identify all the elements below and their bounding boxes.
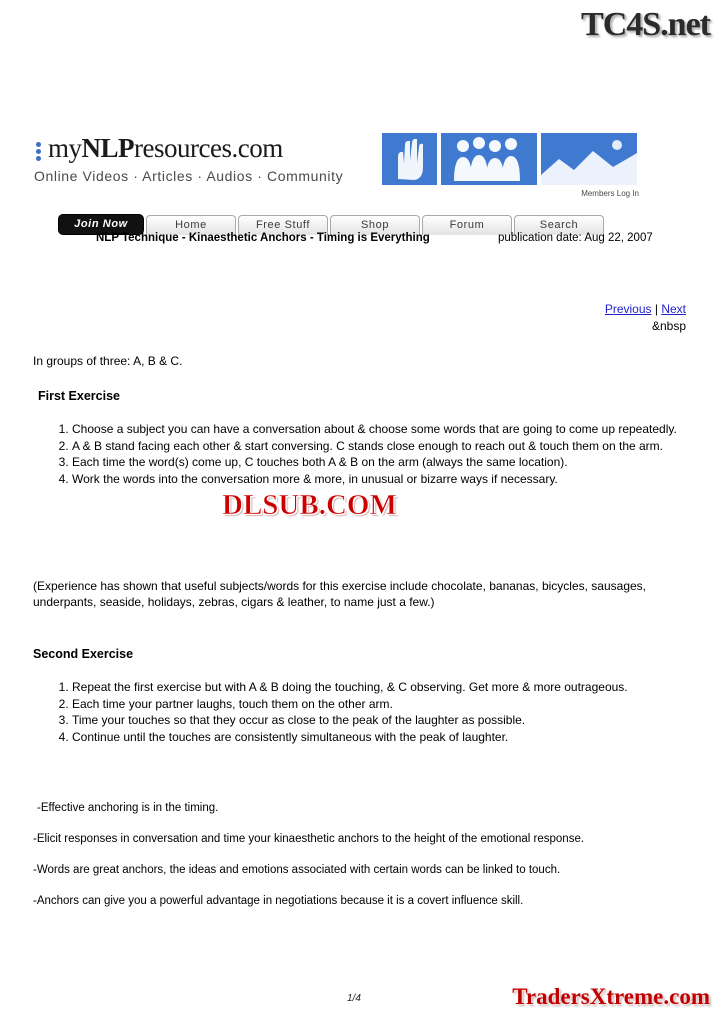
hand-photo-icon — [382, 133, 437, 185]
key-points — [33, 802, 673, 926]
site-logo[interactable] — [34, 133, 379, 184]
key-point: -Effective anchoring is in the timing. — [37, 802, 219, 814]
bottom-watermark: TradersXtreme.com — [512, 984, 710, 1009]
pager — [605, 302, 686, 316]
members-login-link[interactable]: Members Log In — [581, 189, 639, 198]
publication-date: publication date: Aug 22, 2007 — [498, 232, 653, 244]
landscape-photo-icon — [541, 133, 637, 185]
logo-text — [34, 133, 379, 164]
center-watermark: DLSUB.COM — [222, 489, 397, 521]
key-point: -Anchors can give you a powerful advantage in negotiations because it is a covert influence skill. — [33, 895, 524, 907]
landscape-photo-svg — [541, 133, 637, 185]
list-item: 1. Repeat the first exercise but with A & B doing the touching, & C observing. Get more & more outrageous. — [72, 680, 692, 696]
list-item: 2. A & B stand facing each other & start conversing. C stands close enough to reach out & touch them on the arm. — [72, 439, 722, 455]
pager-separator: | — [654, 302, 658, 316]
list-item: 4. Continue until the touches are consistently simultaneous with the peak of laughter. — [72, 730, 692, 746]
nav-search[interactable]: Search — [514, 215, 604, 235]
logo-dots-icon — [34, 140, 48, 160]
logo-nlp: NLP — [81, 133, 135, 163]
list-item: 4. Work the words into the conversation more & more, in unusual or bizarre ways if necessary. — [72, 472, 722, 488]
top-watermark: TC4S.net — [581, 6, 710, 43]
logo-resources: resources.com — [134, 133, 283, 163]
group-photo-svg — [441, 133, 537, 185]
hand-photo-svg — [382, 133, 437, 185]
list-item: 3. Time your touches so that they occur as close to the peak of the laughter as possible. — [72, 713, 692, 729]
banner-image-strip — [382, 133, 639, 198]
nav-forum[interactable]: Forum — [422, 215, 512, 235]
intro-paragraph: In groups of three: A, B & C. — [33, 354, 183, 368]
nav-shop[interactable]: Shop — [330, 215, 420, 235]
page-title: NLP Technique - Kinaesthetic Anchors - Timing is Everything — [96, 232, 430, 244]
list-item: 1. Choose a subject you can have a conversation about & choose some words that are going to come up repeatedly. — [72, 422, 722, 438]
key-point: -Words are great anchors, the ideas and emotions associated with certain words can be linked to touch. — [33, 864, 561, 876]
logo-my: my — [48, 133, 82, 163]
first-exercise-list — [34, 422, 722, 488]
list-item: 2. Each time your partner laughs, touch them on the other arm. — [72, 697, 692, 713]
nbsp-text: &nbsp — [651, 319, 686, 333]
previous-link[interactable]: Previous — [604, 302, 652, 316]
logo-tagline: Online Videos · Articles · Audios · Community — [34, 168, 344, 184]
nav-home[interactable]: Home — [146, 215, 236, 235]
nav-join-now[interactable]: Join Now — [58, 214, 144, 235]
list-item: 3. Each time the word(s) come up, C touches both A & B on the arm (always the same location). — [72, 455, 722, 471]
next-link[interactable]: Next — [661, 302, 686, 316]
nav-free-stuff[interactable]: Free Stuff — [238, 215, 328, 235]
second-exercise-list — [34, 680, 692, 746]
experience-note: (Experience has shown that useful subjects/words for this exercise include chocolate, bananas, bicycles, sausages, underpants, seaside, holidays, zebras, cigars & leather, to name just a few.) — [33, 579, 646, 609]
key-point: -Elicit responses in conversation and time your kinaesthetic anchors to the height of the emotional response. — [33, 833, 585, 845]
page-number: 1/4 — [347, 993, 361, 1004]
group-photo-icon — [441, 133, 537, 185]
second-exercise-heading: Second Exercise — [33, 647, 134, 661]
first-exercise-heading: First Exercise — [38, 389, 120, 403]
